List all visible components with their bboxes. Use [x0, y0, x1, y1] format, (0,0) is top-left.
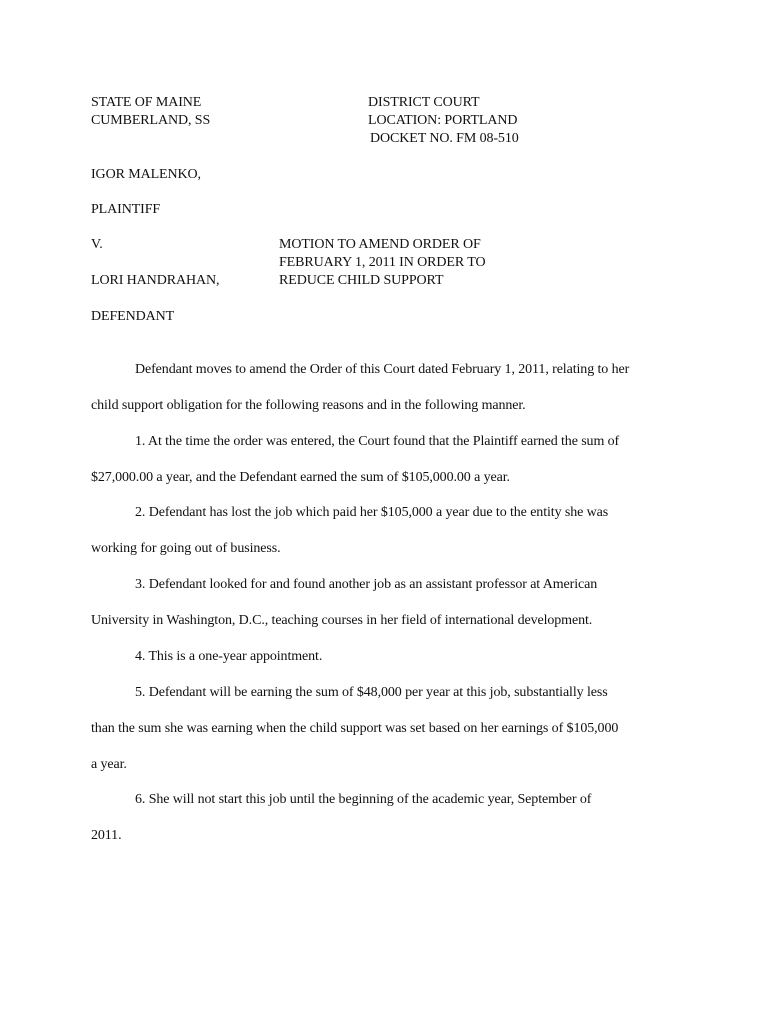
motion-title-line-2: FEBRUARY 1, 2011 IN ORDER TO: [279, 255, 486, 270]
court-state: STATE OF MAINE: [91, 95, 202, 110]
intro-line-1: Defendant moves to amend the Order of this Court dated February 1, 2011, relating to her: [135, 362, 630, 377]
plaintiff-name: IGOR MALENKO,: [91, 167, 201, 182]
plaintiff-label: PLAINTIFF: [91, 202, 161, 217]
versus-label: V.: [91, 237, 103, 252]
paragraph-6-line-2: 2011.: [91, 828, 122, 843]
paragraph-3-line-2: University in Washington, D.C., teaching courses in her field of international development.: [91, 613, 593, 628]
paragraph-1-line-1: 1. At the time the order was entered, the Court found that the Plaintiff earned the sum of: [135, 434, 620, 449]
paragraph-2-line-1: 2. Defendant has lost the job which paid her $105,000 a year due to the entity she was: [135, 505, 609, 520]
court-name: DISTRICT COURT: [368, 95, 480, 110]
motion-title-line-1: MOTION TO AMEND ORDER OF: [279, 237, 481, 252]
paragraph-6-line-1: 6. She will not start this job until the beginning of the academic year, September of: [135, 792, 592, 807]
paragraph-5-line-3: a year.: [91, 757, 127, 772]
paragraph-4-line-1: 4. This is a one-year appointment.: [135, 649, 323, 664]
defendant-label: DEFENDANT: [91, 309, 175, 324]
paragraph-5-line-2: than the sum she was earning when the child support was set based on her earnings of $105,000: [91, 721, 619, 736]
court-location: LOCATION: PORTLAND: [368, 113, 518, 128]
paragraph-3-line-1: 3. Defendant looked for and found another job as an assistant professor at American: [135, 577, 598, 592]
court-county: CUMBERLAND, SS: [91, 113, 211, 128]
docket-number: DOCKET NO. FM 08-510: [370, 131, 519, 146]
intro-line-2: child support obligation for the following reasons and in the following manner.: [91, 398, 526, 413]
paragraph-1-line-2: $27,000.00 a year, and the Defendant earned the sum of $105,000.00 a year.: [91, 470, 510, 485]
defendant-name: LORI HANDRAHAN,: [91, 273, 220, 288]
paragraph-2-line-2: working for going out of business.: [91, 541, 281, 556]
paragraph-5-line-1: 5. Defendant will be earning the sum of $48,000 per year at this job, substantially less: [135, 685, 608, 700]
motion-title-line-3: REDUCE CHILD SUPPORT: [279, 273, 444, 288]
